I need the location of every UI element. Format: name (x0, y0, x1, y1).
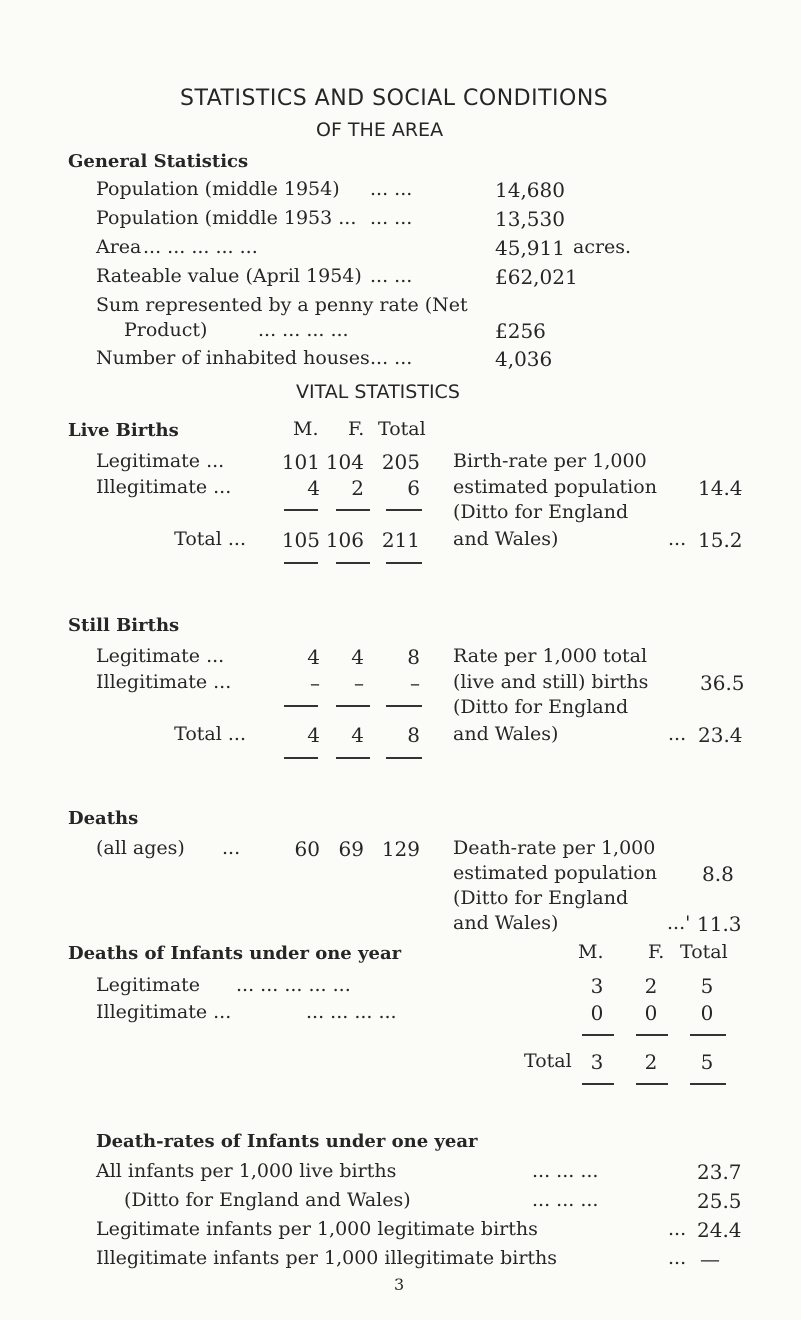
rate-value: — (700, 1247, 720, 1271)
rate-note-line: (Ditto for England (453, 501, 629, 523)
dots-leader: ... (668, 1247, 687, 1269)
row-label: Illegitimate infants per 1,000 illegitimate births (96, 1247, 558, 1269)
value-f: 2 (644, 974, 658, 998)
rate-note-line: estimated population (453, 476, 657, 498)
row-label: Total ... (174, 528, 246, 550)
value-f: 4 (351, 723, 364, 747)
rate-note-line: (Ditto for England (453, 696, 629, 718)
dots-leader: ... (222, 837, 241, 859)
dots-leader: ... (668, 528, 687, 550)
divider (284, 705, 318, 707)
value-m: 4 (307, 723, 320, 747)
dots-leader: ... ... (370, 347, 413, 369)
dots-leader: ... ... ... (532, 1160, 599, 1182)
row-label: Legitimate ... (96, 645, 225, 667)
value-total: 0 (700, 1001, 714, 1025)
rate-note-line: Rate per 1,000 total (453, 645, 648, 667)
value-f: 2 (351, 476, 364, 500)
dots-leader: ... ... ... ... ... (143, 236, 258, 258)
dots-leader: ... ... (370, 178, 413, 200)
vital-statistics-heading: VITAL STATISTICS (296, 381, 460, 403)
value-m: – (310, 671, 320, 695)
divider (582, 1083, 614, 1085)
rate-value: 25.5 (697, 1189, 742, 1213)
page-subtitle: OF THE AREA (316, 119, 444, 141)
value-f: 0 (644, 1001, 658, 1025)
value-m: 0 (590, 1001, 604, 1025)
rate-value: 14.4 (698, 476, 743, 500)
divider (336, 757, 370, 759)
page-title: STATISTICS AND SOCIAL CONDITIONS (180, 86, 609, 111)
divider (284, 757, 318, 759)
rate-value: 15.2 (698, 528, 743, 552)
general-value: 13,530 (495, 207, 565, 231)
value-m: 4 (307, 476, 320, 500)
dots-leader: ... ... ... ... ... (236, 974, 351, 996)
rate-value: 24.4 (697, 1218, 742, 1242)
value-m: 101 (281, 450, 320, 474)
row-label: Legitimate (96, 974, 201, 996)
divider (386, 562, 422, 564)
row-label: Illegitimate ... (96, 476, 232, 498)
general-label: Product) (124, 319, 208, 341)
value-f: 104 (325, 450, 364, 474)
value-total: 129 (381, 837, 420, 861)
rate-note-line: and Wales) (453, 528, 559, 550)
dots-leader: ... ... (370, 265, 413, 287)
divider (284, 509, 318, 511)
value-total: 5 (700, 1050, 714, 1074)
value-m: 105 (281, 528, 320, 552)
divider (636, 1083, 668, 1085)
divider (690, 1034, 726, 1036)
divider (386, 757, 422, 759)
column-header-total: Total (680, 941, 728, 963)
column-header-f: F. (648, 941, 665, 963)
live-births-heading: Live Births (68, 420, 179, 441)
divider (690, 1083, 726, 1085)
value-f: 106 (325, 528, 364, 552)
general-statistics-heading: General Statistics (68, 151, 249, 172)
column-header-f: F. (348, 418, 365, 440)
divider (386, 705, 422, 707)
value-total: 8 (407, 723, 420, 747)
still-births-heading: Still Births (68, 615, 180, 636)
row-label: (all ages) (96, 837, 185, 859)
general-value: £256 (495, 319, 546, 343)
row-label: Legitimate infants per 1,000 legitimate births (96, 1218, 538, 1240)
general-unit: acres. (573, 236, 632, 258)
general-value: 4,036 (495, 347, 553, 371)
dots-leader: ... ... ... ... (258, 319, 349, 341)
value-m: 4 (307, 645, 320, 669)
general-label: Population (middle 1953 ... (96, 207, 357, 229)
general-value: 14,680 (495, 178, 565, 202)
rate-note-line: and Wales) (453, 723, 559, 745)
column-header-m: M. (578, 941, 604, 963)
infant-rates-heading: Death-rates of Infants under one year (96, 1131, 478, 1152)
general-label: Area (96, 236, 142, 258)
deaths-heading: Deaths (68, 808, 139, 829)
general-value: £62,021 (495, 265, 578, 289)
column-header-total: Total (378, 418, 426, 440)
value-m: 3 (590, 974, 604, 998)
dots-leader: ... (668, 723, 687, 745)
row-label: Illegitimate ... (96, 1001, 232, 1023)
rate-note-line: (live and still) births (453, 671, 649, 693)
rate-note-line: Death-rate per 1,000 (453, 837, 656, 859)
dots-leader: ... ... ... (532, 1189, 599, 1211)
value-total: 6 (407, 476, 420, 500)
row-label: (Ditto for England and Wales) (124, 1189, 411, 1211)
general-label: Population (middle 1954) (96, 178, 340, 200)
rate-value: 23.4 (698, 723, 743, 747)
rate-note-line: Birth-rate per 1,000 (453, 450, 647, 472)
general-label: Number of inhabited houses (96, 347, 370, 369)
rate-value: 36.5 (700, 671, 745, 695)
dots-leader: ...' (667, 912, 691, 934)
value-f: 4 (351, 645, 364, 669)
rate-note-line: (Ditto for England (453, 887, 629, 909)
row-label: All infants per 1,000 live births (96, 1160, 397, 1182)
value-total: 211 (381, 528, 420, 552)
dots-leader: ... ... ... ... (306, 1001, 397, 1023)
general-value: 45,911 (495, 236, 565, 260)
value-m: 60 (294, 837, 320, 861)
value-total: 5 (700, 974, 714, 998)
rate-value: 8.8 (702, 862, 734, 886)
general-label: Rateable value (April 1954) (96, 265, 362, 287)
value-f: 69 (338, 837, 364, 861)
page-number: 3 (394, 1275, 405, 1294)
value-f: 2 (644, 1050, 658, 1074)
dots-leader: ... (668, 1218, 687, 1240)
value-total: 205 (381, 450, 420, 474)
divider (386, 509, 422, 511)
divider (336, 705, 370, 707)
rate-value: 23.7 (697, 1160, 742, 1184)
rate-note-line: estimated population (453, 862, 657, 884)
divider (284, 562, 318, 564)
divider (336, 509, 370, 511)
value-total: 8 (407, 645, 420, 669)
dots-leader: ... ... (370, 207, 413, 229)
divider (636, 1034, 668, 1036)
total-label: Total (524, 1050, 572, 1072)
value-m: 3 (590, 1050, 604, 1074)
rate-note-line: and Wales) (453, 912, 559, 934)
value-total: – (410, 671, 420, 695)
column-header-m: M. (293, 418, 319, 440)
infant-deaths-heading: Deaths of Infants under one year (68, 943, 402, 964)
row-label: Total ... (174, 723, 246, 745)
value-f: – (354, 671, 364, 695)
row-label: Illegitimate ... (96, 671, 232, 693)
rate-value: 11.3 (697, 912, 742, 936)
divider (582, 1034, 614, 1036)
row-label: Legitimate ... (96, 450, 225, 472)
general-label: Sum represented by a penny rate (Net (96, 294, 468, 316)
divider (336, 562, 370, 564)
